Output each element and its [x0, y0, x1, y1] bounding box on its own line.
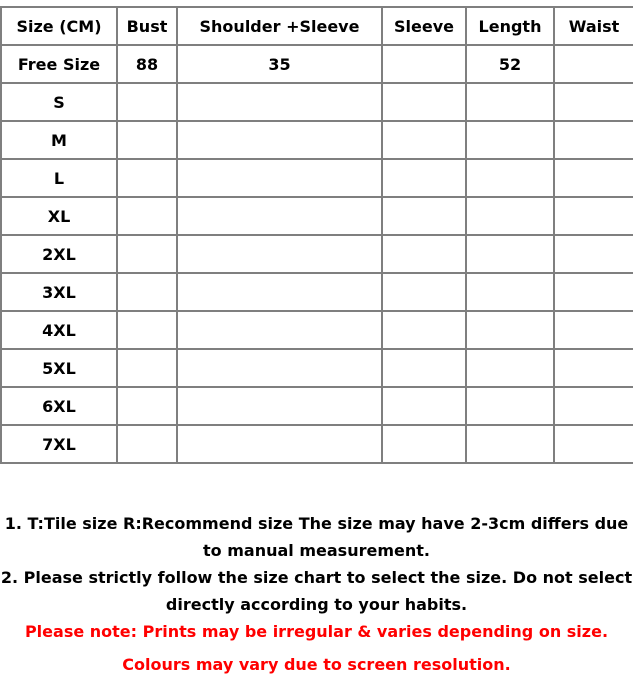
- table-row: [1, 45, 633, 83]
- cell-waist: [554, 273, 633, 311]
- cell-waist: [554, 387, 633, 425]
- cell-sleeve: [382, 311, 466, 349]
- table-row: [1, 235, 633, 273]
- cell-waist: [554, 159, 633, 197]
- cell-size: 5XL: [1, 349, 117, 387]
- cell-waist: [554, 425, 633, 463]
- cell-length: [466, 235, 554, 273]
- cell-shoulder-sleeve: [177, 311, 382, 349]
- cell-length: [466, 121, 554, 159]
- cell-waist: [554, 83, 633, 121]
- cell-sleeve: [382, 197, 466, 235]
- cell-sleeve: [382, 121, 466, 159]
- header-length: Length: [466, 7, 554, 45]
- cell-sleeve: [382, 235, 466, 273]
- cell-shoulder-sleeve: 35: [177, 45, 382, 83]
- cell-sleeve: [382, 387, 466, 425]
- cell-size: Free Size: [1, 45, 117, 83]
- cell-length: [466, 349, 554, 387]
- cell-bust: [117, 387, 177, 425]
- print-warning: Please note: Prints may be irregular & varies depending on size.: [24, 622, 609, 641]
- cell-bust: [117, 349, 177, 387]
- cell-shoulder-sleeve: [177, 121, 382, 159]
- cell-bust: [117, 425, 177, 463]
- cell-size: 4XL: [1, 311, 117, 349]
- table-row: [1, 197, 633, 235]
- note-2-line-1: 2. Please strictly follow the size chart to select the size. Do not select: [0, 568, 633, 587]
- cell-size: XL: [1, 197, 117, 235]
- note-2-line-2: directly according to your habits.: [165, 595, 468, 614]
- table-row: [1, 83, 633, 121]
- note-1-line-1: 1. T:Tile size R:Recommend size The size may have 2-3cm differs due: [4, 514, 629, 533]
- cell-bust: [117, 197, 177, 235]
- cell-size: L: [1, 159, 117, 197]
- cell-length: 52: [466, 45, 554, 83]
- cell-shoulder-sleeve: [177, 273, 382, 311]
- header-size: Size (CM): [1, 7, 117, 45]
- cell-shoulder-sleeve: [177, 235, 382, 273]
- cell-size: M: [1, 121, 117, 159]
- cell-length: [466, 83, 554, 121]
- cell-shoulder-sleeve: [177, 387, 382, 425]
- cell-waist: [554, 121, 633, 159]
- table-row: [1, 273, 633, 311]
- size-notes: [0, 510, 633, 678]
- cell-shoulder-sleeve: [177, 159, 382, 197]
- cell-length: [466, 159, 554, 197]
- cell-length: [466, 425, 554, 463]
- header-bust: Bust: [117, 7, 177, 45]
- cell-waist: [554, 235, 633, 273]
- cell-sleeve: [382, 45, 466, 83]
- cell-bust: [117, 159, 177, 197]
- cell-bust: [117, 83, 177, 121]
- cell-waist: [554, 349, 633, 387]
- cell-sleeve: [382, 83, 466, 121]
- table-row: [1, 349, 633, 387]
- cell-bust: [117, 235, 177, 273]
- cell-bust: [117, 121, 177, 159]
- table-header-row: [1, 7, 633, 45]
- cell-length: [466, 387, 554, 425]
- header-shoulder-sleeve: Shoulder +Sleeve: [177, 7, 382, 45]
- size-chart-table: [0, 6, 633, 464]
- cell-waist: [554, 311, 633, 349]
- cell-shoulder-sleeve: [177, 425, 382, 463]
- cell-sleeve: [382, 425, 466, 463]
- cell-size: 3XL: [1, 273, 117, 311]
- table-row: [1, 121, 633, 159]
- colour-warning: Colours may vary due to screen resolution.: [122, 655, 511, 674]
- cell-shoulder-sleeve: [177, 349, 382, 387]
- table-row: [1, 425, 633, 463]
- cell-shoulder-sleeve: [177, 83, 382, 121]
- header-waist: Waist: [554, 7, 633, 45]
- cell-size: 7XL: [1, 425, 117, 463]
- cell-bust: 88: [117, 45, 177, 83]
- cell-size: 6XL: [1, 387, 117, 425]
- cell-waist: [554, 45, 633, 83]
- cell-bust: [117, 311, 177, 349]
- note-1-line-2: to manual measurement.: [203, 541, 430, 560]
- cell-length: [466, 273, 554, 311]
- cell-length: [466, 311, 554, 349]
- cell-sleeve: [382, 349, 466, 387]
- header-sleeve: Sleeve: [382, 7, 466, 45]
- cell-waist: [554, 197, 633, 235]
- cell-size: 2XL: [1, 235, 117, 273]
- table-row: [1, 311, 633, 349]
- table-row: [1, 387, 633, 425]
- cell-bust: [117, 273, 177, 311]
- table-row: [1, 159, 633, 197]
- cell-sleeve: [382, 159, 466, 197]
- cell-sleeve: [382, 273, 466, 311]
- cell-size: S: [1, 83, 117, 121]
- cell-shoulder-sleeve: [177, 197, 382, 235]
- cell-length: [466, 197, 554, 235]
